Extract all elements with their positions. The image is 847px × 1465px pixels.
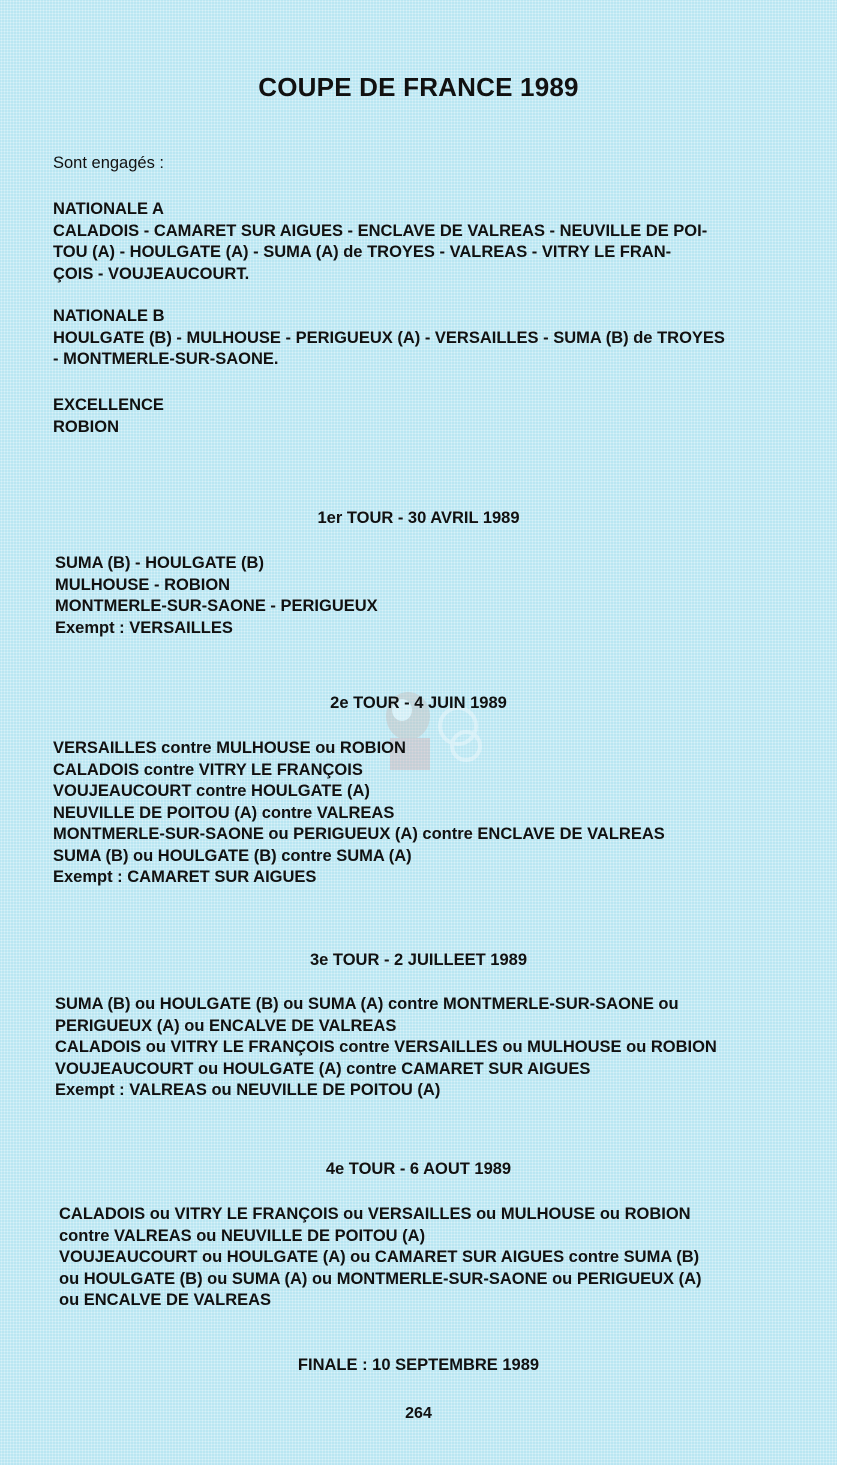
match-line: ou ENCALVE DE VALREAS (59, 1291, 272, 1309)
match-line: Exempt : CAMARET SUR AIGUES (53, 868, 317, 886)
match-line: CALADOIS contre VITRY LE FRANÇOIS (53, 760, 363, 779)
division-line: HOULGATE (B) - MULHOUSE - PERIGUEUX (A) - VERSAILLES - SUMA (B) de TROYES (53, 328, 725, 347)
round-4-heading: 4e TOUR - 6 AOUT 1989 (325, 1160, 512, 1178)
round-1-matches (55, 553, 378, 639)
final-heading: FINALE : 10 SEPTEMBRE 1989 (297, 1356, 540, 1374)
round-3-heading: 3e TOUR - 2 JUILLEET 1989 (309, 951, 528, 969)
division-heading: NATIONALE B (53, 307, 165, 325)
round-1-heading: 1er TOUR - 30 AVRIL 1989 (317, 509, 520, 527)
round-2-heading: 2e TOUR - 4 JUIN 1989 (330, 694, 507, 712)
division-line: ROBION (53, 417, 119, 436)
match-line: MONTMERLE-SUR-SAONE ou PERIGUEUX (A) contre ENCLAVE DE VALREAS (53, 825, 665, 843)
match-line: VOUJEAUCOURT ou HOULGATE (A) ou CAMARET SUR AIGUES contre SUMA (B) (59, 1248, 700, 1266)
match-line: VOUJEAUCOURT contre HOULGATE (A) (53, 782, 370, 800)
match-line: CALADOIS ou VITRY LE FRANÇOIS contre VERSAILLES ou MULHOUSE ou ROBION (55, 1038, 717, 1056)
round-4-matches (59, 1204, 702, 1312)
division-nationale-a (53, 199, 707, 285)
division-line: ÇOIS - VOUJEAUCOURT. (53, 264, 250, 283)
round-2-matches (53, 738, 665, 889)
page-number: 264 (405, 1405, 432, 1422)
match-line: PERIGUEUX (A) ou ENCALVE DE VALREAS (55, 1016, 397, 1035)
match-line: MULHOUSE - ROBION (55, 575, 231, 594)
division-nationale-b (53, 306, 725, 371)
match-line: MONTMERLE-SUR-SAONE - PERIGUEUX (55, 597, 378, 615)
match-line: Exempt : VERSAILLES (55, 618, 233, 637)
match-line: VOUJEAUCOURT ou HOULGATE (A) contre CAMARET SUR AIGUES (55, 1059, 591, 1078)
match-line: ou HOULGATE (B) ou SUMA (A) ou MONTMERLE-SUR-SAONE ou PERIGUEUX (A) (59, 1269, 702, 1288)
round-3-matches (55, 994, 717, 1102)
division-heading: EXCELLENCE (53, 396, 164, 414)
match-line: VERSAILLES contre MULHOUSE ou ROBION (53, 739, 406, 757)
match-line: SUMA (B) - HOULGATE (B) (55, 554, 264, 572)
match-line: CALADOIS ou VITRY LE FRANÇOIS ou VERSAILLES ou MULHOUSE ou ROBION (59, 1205, 691, 1223)
division-line: - MONTMERLE-SUR-SAONE. (53, 350, 279, 368)
division-excellence (53, 395, 164, 438)
intro-text: Sont engagés : (53, 154, 165, 172)
page-title: COUPE DE FRANCE 1989 (258, 72, 579, 102)
division-heading: NATIONALE A (53, 200, 164, 218)
match-line: Exempt : VALREAS ou NEUVILLE DE POITOU (A) (55, 1081, 441, 1099)
division-line: CALADOIS - CAMARET SUR AIGUES - ENCLAVE DE VALREAS - NEUVILLE DE POI- (53, 221, 708, 240)
match-line: SUMA (B) ou HOULGATE (B) ou SUMA (A) contre MONTMERLE-SUR-SAONE ou (55, 995, 679, 1013)
division-line: TOU (A) - HOULGATE (A) - SUMA (A) de TROYES - VALREAS - VITRY LE FRAN- (53, 243, 672, 261)
match-line: contre VALREAS ou NEUVILLE DE POITOU (A) (59, 1226, 426, 1245)
match-line: NEUVILLE DE POITOU (A) contre VALREAS (53, 803, 395, 822)
match-line: SUMA (B) ou HOULGATE (B) contre SUMA (A) (53, 846, 412, 865)
